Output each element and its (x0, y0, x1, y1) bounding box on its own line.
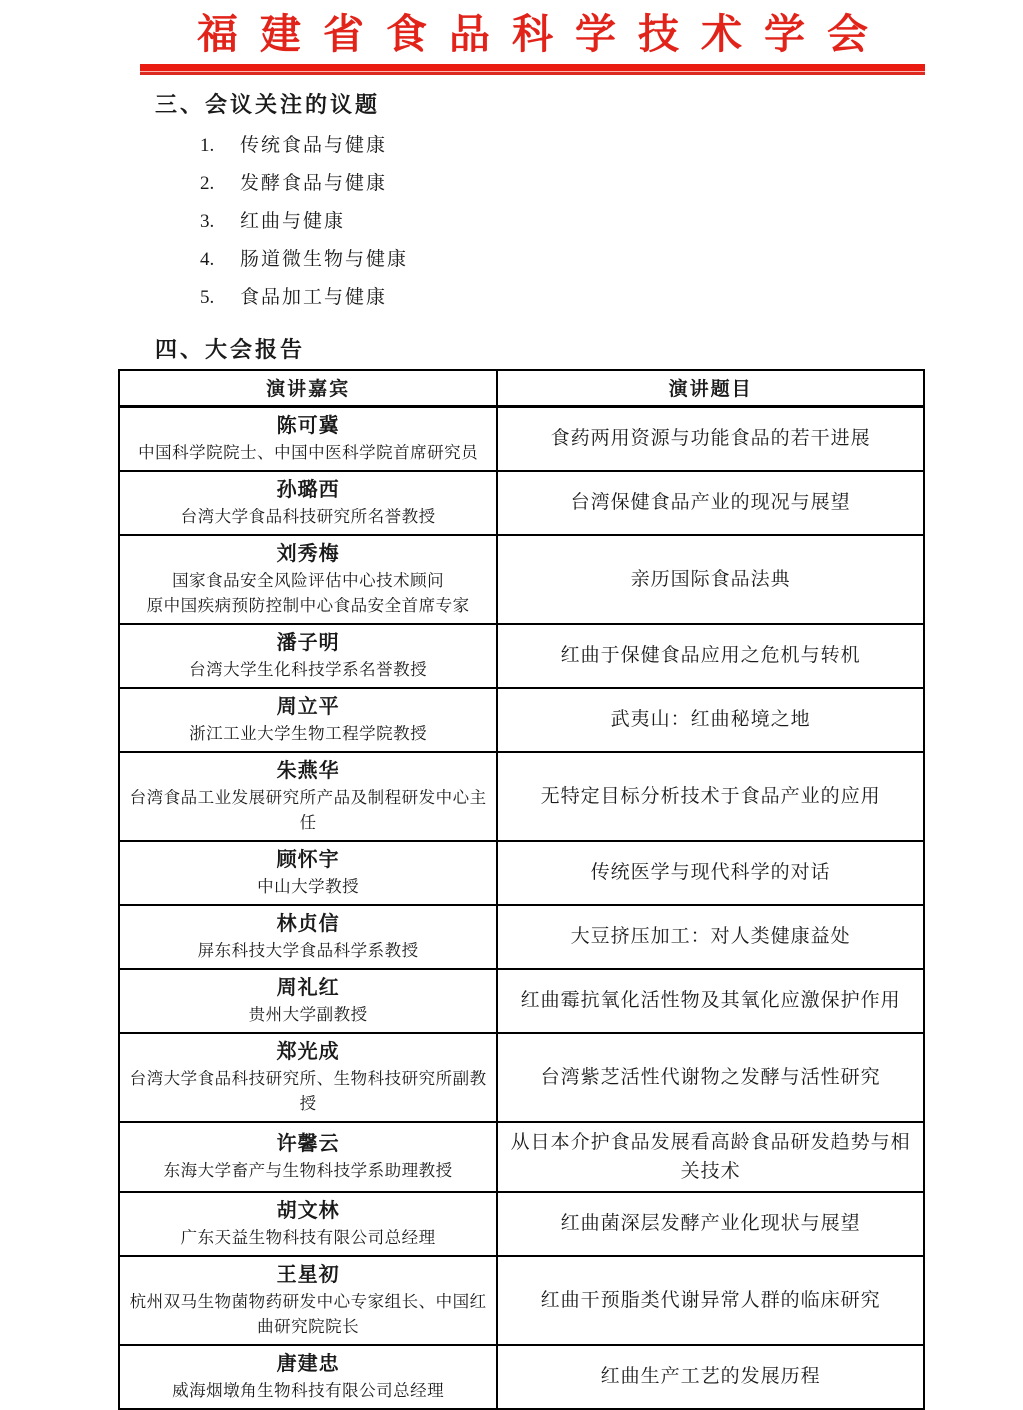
reports-section-heading: 四、大会报告 (155, 337, 306, 362)
speaker-name: 王星初 (276, 1263, 340, 1286)
speaker-affiliation: 广东天益生物科技有限公司总经理 (180, 1227, 436, 1247)
list-item (200, 279, 1023, 317)
list-item (200, 203, 1023, 241)
speaker-name: 周礼红 (276, 976, 340, 999)
speakers-table-body (119, 406, 924, 1409)
speaker-cell (119, 969, 497, 1033)
topic-cell: 大豆挤压加工：对人类健康益处 (497, 905, 924, 969)
list-item (200, 241, 1023, 279)
topics-section-heading: 三、会议关注的议题 (155, 92, 381, 117)
list-item-number: 3. (200, 211, 215, 232)
table-row (119, 969, 924, 1033)
topic-cell: 从日本介护食品发展看高龄食品研发趋势与相关技术 (497, 1122, 924, 1192)
speaker-name: 刘秀梅 (276, 542, 340, 565)
speaker-affiliation: 屏东科技大学食品科学系教授 (197, 940, 419, 960)
speaker-name: 郑光成 (276, 1040, 340, 1063)
speaker-cell (119, 1122, 497, 1192)
topic-cell: 武夷山：红曲秘境之地 (497, 688, 924, 752)
speaker-affiliation: 台湾食品工业发展研究所产品及制程研发中心主任 (129, 787, 487, 832)
speaker-affiliation: 东海大学畜产与生物科技学系助理教授 (163, 1160, 453, 1180)
speaker-cell (119, 1345, 497, 1409)
table-row (119, 841, 924, 905)
table-row (119, 752, 924, 841)
speaker-name: 朱燕华 (276, 759, 340, 782)
list-item-text: 食品加工与健康 (240, 287, 388, 308)
topic-cell: 红曲生产工艺的发展历程 (497, 1345, 924, 1409)
list-item (200, 165, 1023, 203)
topic-cell: 传统医学与现代科学的对话 (497, 841, 924, 905)
org-title: 福建省食品科学技术学会 (197, 11, 890, 57)
column-header-speaker: 演讲嘉宾 (119, 370, 497, 406)
topic-cell: 红曲干预脂类代谢异常人群的临床研究 (497, 1256, 924, 1345)
table-row (119, 1345, 924, 1409)
speaker-cell (119, 841, 497, 905)
speaker-affiliation: 国家食品安全风险评估中心技术顾问 (172, 570, 445, 590)
speaker-affiliation: 原中国疾病预防控制中心食品安全首席专家 (146, 595, 470, 615)
speaker-cell (119, 624, 497, 688)
topic-cell: 食药两用资源与功能食品的若干进展 (497, 406, 924, 471)
speaker-affiliation: 中山大学教授 (257, 876, 360, 896)
table-row (119, 535, 924, 624)
speaker-name: 陈可冀 (276, 414, 340, 437)
list-item-number: 5. (200, 287, 215, 308)
topic-cell: 亲历国际食品法典 (497, 535, 924, 624)
column-header-topic: 演讲题目 (497, 370, 924, 406)
speaker-name: 潘子明 (276, 631, 340, 654)
list-item-number: 4. (200, 249, 215, 270)
list-item-text: 红曲与健康 (240, 211, 346, 232)
red-divider-thin-line (140, 72, 925, 75)
speaker-cell (119, 406, 497, 471)
topics-list (200, 127, 1023, 317)
speaker-cell (119, 1192, 497, 1256)
list-item-text: 肠道微生物与健康 (240, 249, 409, 270)
speaker-affiliation: 台湾大学食品科技研究所名誉教授 (180, 506, 436, 526)
speaker-name: 周立平 (276, 695, 340, 718)
speaker-cell (119, 688, 497, 752)
speaker-affiliation: 浙江工业大学生物工程学院教授 (189, 723, 428, 743)
table-row (119, 624, 924, 688)
speaker-affiliation: 中国科学院院士、中国中医科学院首席研究员 (138, 442, 479, 462)
speaker-cell (119, 1256, 497, 1345)
list-item-number: 2. (200, 173, 215, 194)
speaker-affiliation: 台湾大学食品科技研究所、生物科技研究所副教授 (129, 1068, 487, 1113)
table-row (119, 688, 924, 752)
speaker-cell (119, 535, 497, 624)
speaker-name: 胡文林 (276, 1199, 340, 1222)
list-item-text: 发酵食品与健康 (240, 173, 388, 194)
table-row (119, 1256, 924, 1345)
topic-cell: 红曲菌深层发酵产业化现状与展望 (497, 1192, 924, 1256)
topic-cell: 台湾紫芝活性代谢物之发酵与活性研究 (497, 1033, 924, 1122)
table-row (119, 1122, 924, 1192)
list-item-number: 1. (200, 135, 215, 156)
speakers-table (118, 369, 925, 1410)
speaker-name: 唐建忠 (276, 1352, 340, 1375)
speaker-cell (119, 752, 497, 841)
topic-cell: 无特定目标分析技术于食品产业的应用 (497, 752, 924, 841)
letterhead (140, 10, 925, 75)
speaker-affiliation: 贵州大学副教授 (248, 1004, 368, 1024)
topic-cell: 红曲霉抗氧化活性物及其氧化应激保护作用 (497, 969, 924, 1033)
table-header-row (119, 370, 924, 406)
document-body (0, 93, 1023, 1410)
list-item (200, 127, 1023, 165)
table-row (119, 406, 924, 471)
speaker-name: 孙璐西 (276, 478, 340, 501)
red-divider-thick-line (140, 64, 925, 71)
speaker-cell (119, 471, 497, 535)
table-row (119, 905, 924, 969)
list-item-text: 传统食品与健康 (240, 135, 388, 156)
speaker-affiliation: 杭州双马生物菌物药研发中心专家组长、中国红曲研究院院长 (129, 1291, 487, 1336)
speaker-cell (119, 905, 497, 969)
speaker-name: 林贞信 (276, 912, 340, 935)
table-row (119, 1192, 924, 1256)
topic-cell: 红曲于保健食品应用之危机与转机 (497, 624, 924, 688)
speaker-name: 顾怀宇 (276, 848, 340, 871)
topic-cell: 台湾保健食品产业的现况与展望 (497, 471, 924, 535)
speaker-affiliation: 威海烟墩角生物科技有限公司总经理 (172, 1380, 445, 1400)
speaker-affiliation: 台湾大学生化科技学系名誉教授 (189, 659, 428, 679)
speaker-name: 许馨云 (276, 1132, 340, 1155)
speaker-cell (119, 1033, 497, 1122)
red-divider (140, 64, 925, 75)
table-row (119, 471, 924, 535)
table-row (119, 1033, 924, 1122)
